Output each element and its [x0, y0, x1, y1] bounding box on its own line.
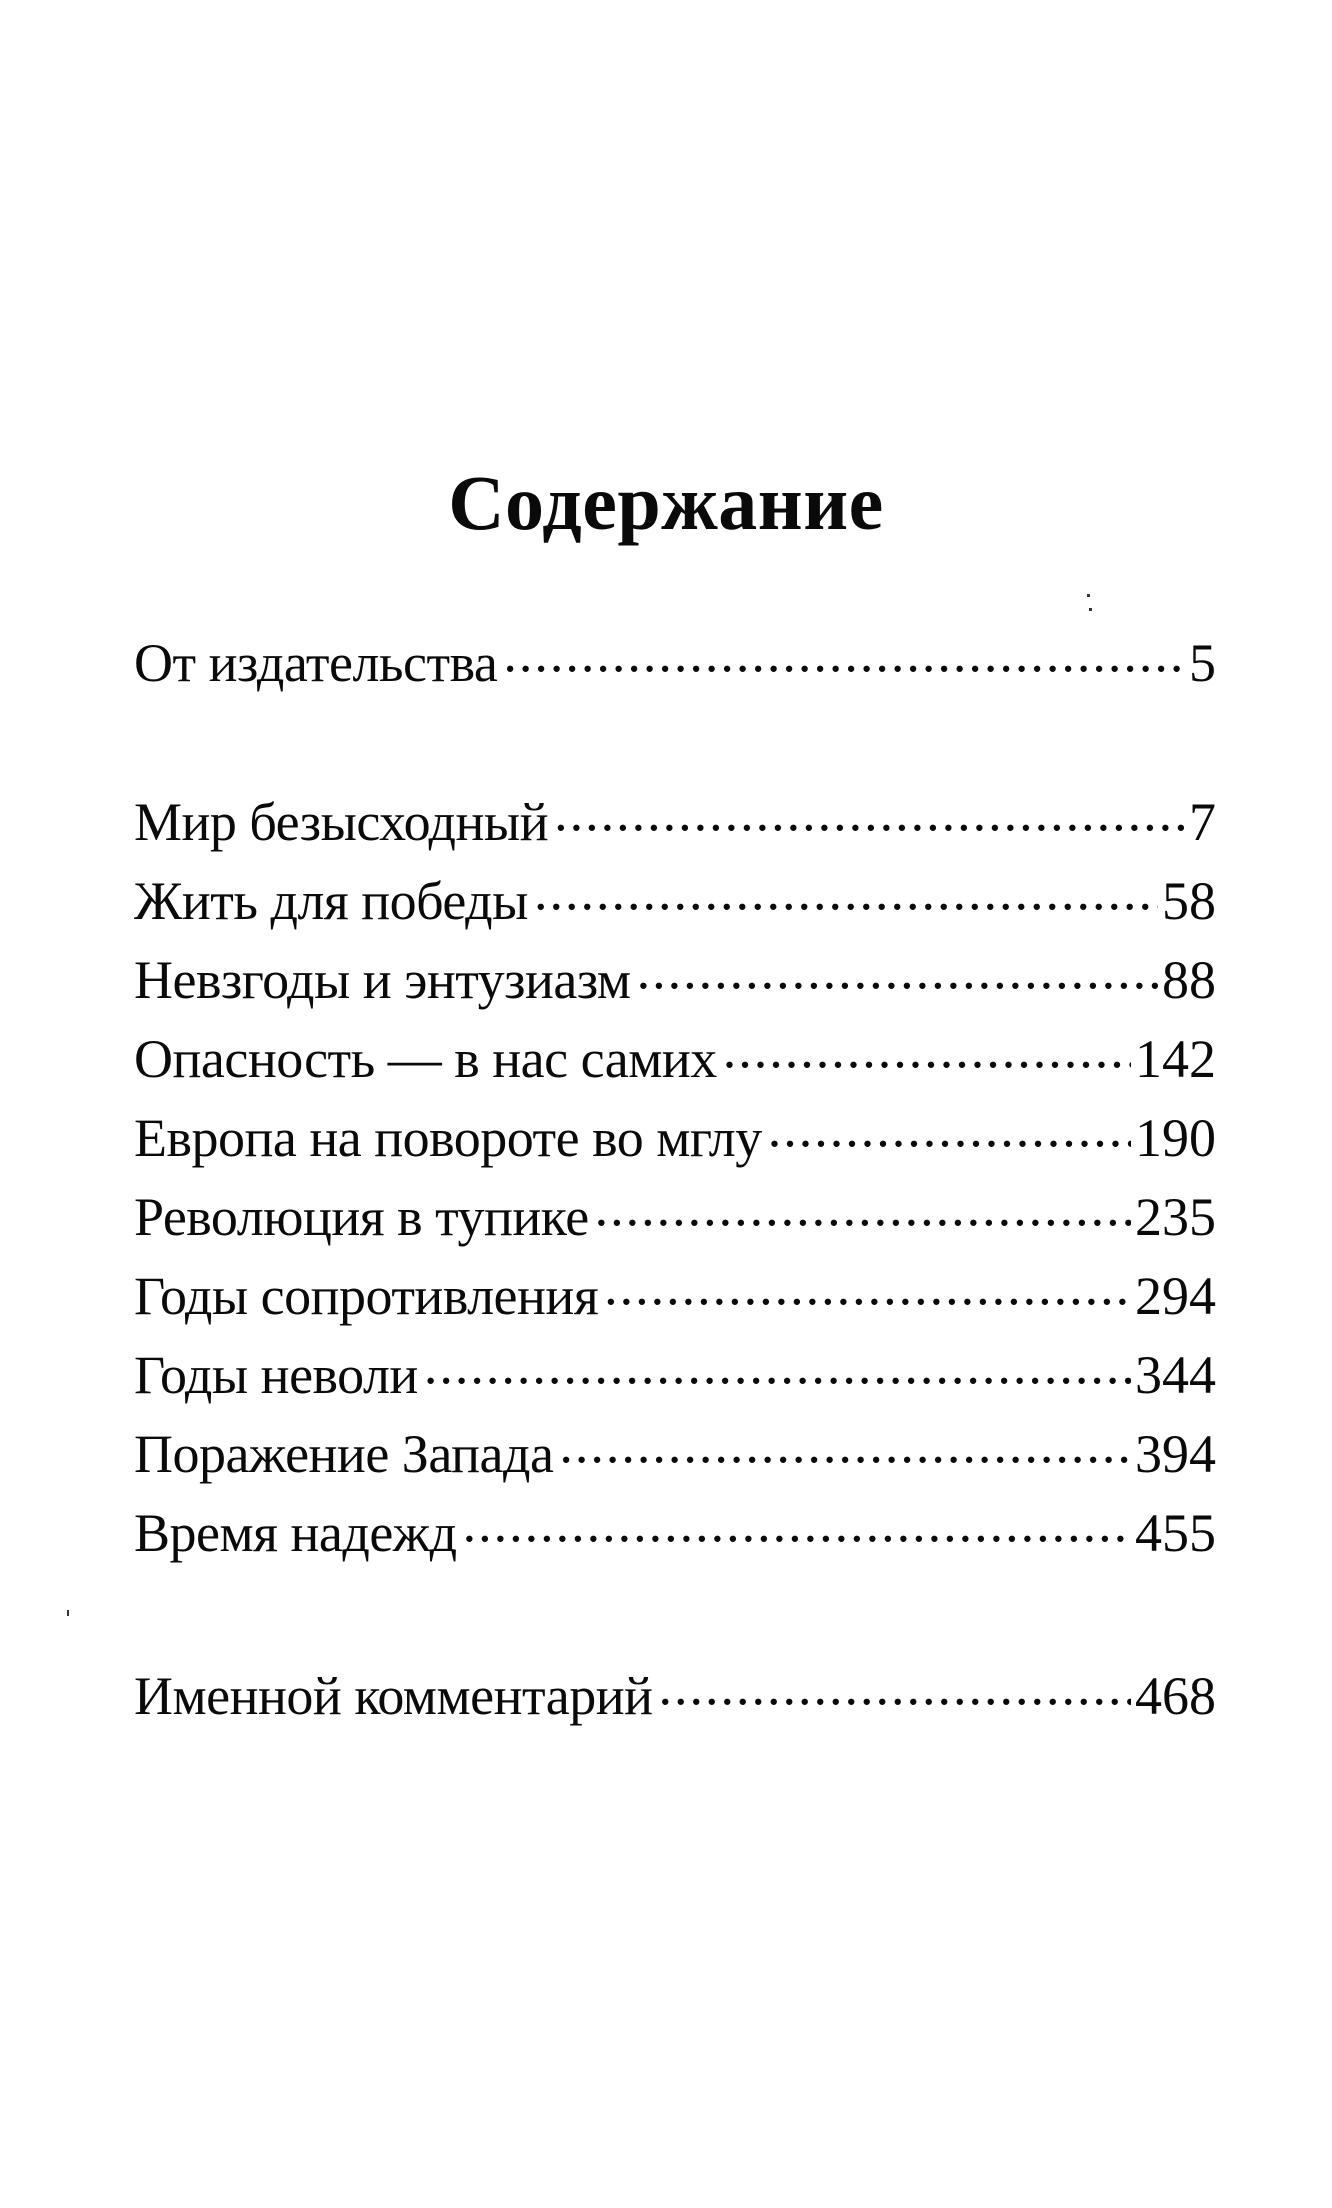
toc-entry — [134, 1495, 1216, 1565]
toc-entry-label: От издательства — [134, 633, 498, 693]
toc-entry-label: Опасность — в нас самих — [134, 1029, 717, 1089]
toc-entry — [134, 1416, 1216, 1486]
toc-dot-leader — [659, 1658, 1131, 1714]
toc-entry — [134, 1179, 1216, 1249]
toc-entry-label: Революция в тупике — [134, 1187, 589, 1247]
scan-speck — [1089, 608, 1092, 611]
toc-entry-page: 88 — [1162, 950, 1216, 1010]
toc-entry-label: Годы неволи — [134, 1345, 418, 1405]
toc-entry-page: 235 — [1135, 1187, 1216, 1247]
toc-entry — [134, 1658, 1216, 1728]
toc-entry — [134, 942, 1216, 1012]
toc-entry-page: 394 — [1135, 1424, 1216, 1484]
toc-entry-page: 7 — [1189, 792, 1216, 852]
toc-entry-label: Мир безысходный — [134, 792, 549, 852]
toc-entry-label: Невзгоды и энтузиазм — [134, 950, 631, 1010]
toc-dot-leader — [723, 1021, 1131, 1077]
toc-entry-label: Жить для победы — [134, 871, 528, 931]
scan-speck — [67, 1610, 69, 1616]
toc-entry — [134, 1100, 1216, 1170]
toc-entry-label: Именной комментарий — [134, 1666, 653, 1726]
toc-dot-leader — [554, 784, 1185, 840]
toc-entry — [134, 1337, 1216, 1407]
toc-entry — [134, 1021, 1216, 1091]
toc-entry-page: 5 — [1189, 633, 1216, 693]
page-title: Содержание — [448, 459, 884, 546]
toc-entry-page: 468 — [1135, 1666, 1216, 1726]
toc-entry — [134, 1258, 1216, 1328]
toc-entry-page: 58 — [1162, 871, 1216, 931]
toc-dot-leader — [559, 1416, 1131, 1472]
toc-dot-leader — [595, 1179, 1131, 1235]
toc-entry-label: Время надежд — [134, 1503, 457, 1563]
toc-entry-page: 142 — [1135, 1029, 1216, 1089]
toc-entry-page: 344 — [1135, 1345, 1216, 1405]
toc-dot-leader — [604, 1258, 1131, 1314]
toc-entry-page: 190 — [1135, 1108, 1216, 1168]
toc-entry — [134, 863, 1216, 933]
toc-entry-label: Европа на повороте во мглу — [134, 1108, 762, 1168]
toc-dot-leader — [534, 863, 1158, 919]
toc-entry-label: Годы сопротивления — [134, 1266, 599, 1326]
toc-dot-leader — [463, 1495, 1131, 1551]
toc-dot-leader — [424, 1337, 1131, 1393]
toc-entry — [134, 784, 1216, 854]
toc-entry-label: Поражение Запада — [134, 1424, 554, 1484]
toc-entry — [134, 625, 1216, 695]
toc-dot-leader — [503, 625, 1185, 681]
toc-entry-page: 294 — [1135, 1266, 1216, 1326]
toc-dot-leader — [637, 942, 1158, 998]
toc-dot-leader — [768, 1100, 1131, 1156]
toc-entry-page: 455 — [1135, 1503, 1216, 1563]
scan-speck — [1087, 594, 1090, 597]
